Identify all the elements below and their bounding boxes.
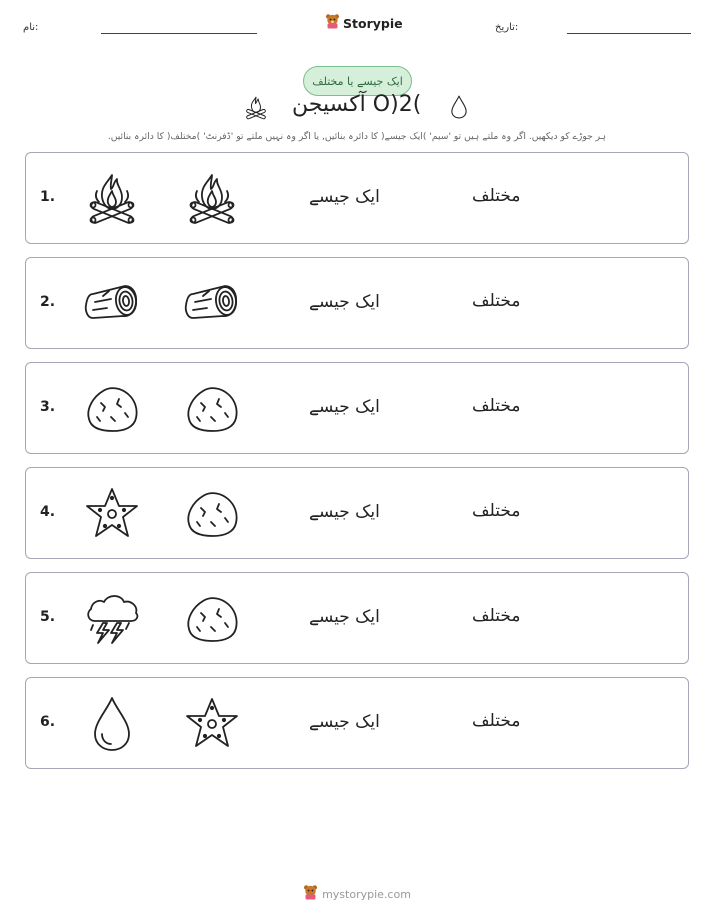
instructions-text: ہر جوڑے کو دیکھیں. اگر وہ ملتے ہیں تو 'سیم' )ایک جیسے( کا دائرہ بنائیں, یا اگر وہ نہیں ملتے تو 'ڈفرنٹ' )مختلف( کا دائرہ بنائیں.	[107, 131, 607, 142]
title-row	[0, 90, 714, 130]
exercise-row	[25, 152, 689, 244]
rock-icon	[181, 484, 243, 544]
same-option[interactable]: ایک جیسے	[309, 187, 380, 207]
name-line	[101, 33, 257, 34]
exercise-row	[25, 257, 689, 349]
same-option[interactable]: ایک جیسے	[309, 397, 380, 417]
footer-url[interactable]: mystorypie.com	[322, 887, 411, 901]
log-icon	[81, 274, 143, 334]
date-label: تاریخ:	[495, 22, 519, 33]
date-line	[567, 33, 691, 34]
exercise-row	[25, 467, 689, 559]
water-drop-icon	[446, 92, 472, 126]
name-label: نام:	[23, 22, 39, 33]
storm-cloud-icon	[81, 589, 143, 649]
different-option[interactable]: مختلف	[472, 291, 521, 311]
row-number: 3.	[40, 399, 56, 415]
bear-mascot-icon	[325, 13, 340, 33]
bear-mascot-icon	[303, 884, 318, 904]
brand-name: Storypie	[343, 15, 403, 31]
exercise-row	[25, 677, 689, 769]
star-icon	[181, 694, 243, 754]
log-icon	[181, 274, 243, 334]
row-number: 5.	[40, 609, 56, 625]
worksheet-header	[0, 0, 714, 40]
row-number: 6.	[40, 714, 56, 730]
same-option[interactable]: ایک جیسے	[309, 607, 380, 627]
different-option[interactable]: مختلف	[472, 396, 521, 416]
star-icon	[81, 484, 143, 544]
different-option[interactable]: مختلف	[472, 606, 521, 626]
different-option[interactable]: مختلف	[472, 711, 521, 731]
campfire-icon	[242, 94, 270, 126]
page-title: آکسیجن O)2(	[292, 92, 422, 117]
different-option[interactable]: مختلف	[472, 186, 521, 206]
campfire-icon	[181, 169, 243, 229]
worksheet-type-badge: ایک جیسے یا مختلف	[303, 66, 412, 96]
footer	[0, 884, 714, 904]
exercise-row	[25, 572, 689, 664]
row-number: 4.	[40, 504, 56, 520]
same-option[interactable]: ایک جیسے	[309, 502, 380, 522]
row-number: 2.	[40, 294, 56, 310]
water-drop-icon	[81, 694, 143, 754]
same-option[interactable]: ایک جیسے	[309, 292, 380, 312]
brand-logo	[325, 13, 403, 33]
row-number: 1.	[40, 189, 56, 205]
same-option[interactable]: ایک جیسے	[309, 712, 380, 732]
exercise-row	[25, 362, 689, 454]
different-option[interactable]: مختلف	[472, 501, 521, 521]
rock-icon	[181, 589, 243, 649]
campfire-icon	[81, 169, 143, 229]
rock-icon	[81, 379, 143, 439]
rock-icon	[181, 379, 243, 439]
